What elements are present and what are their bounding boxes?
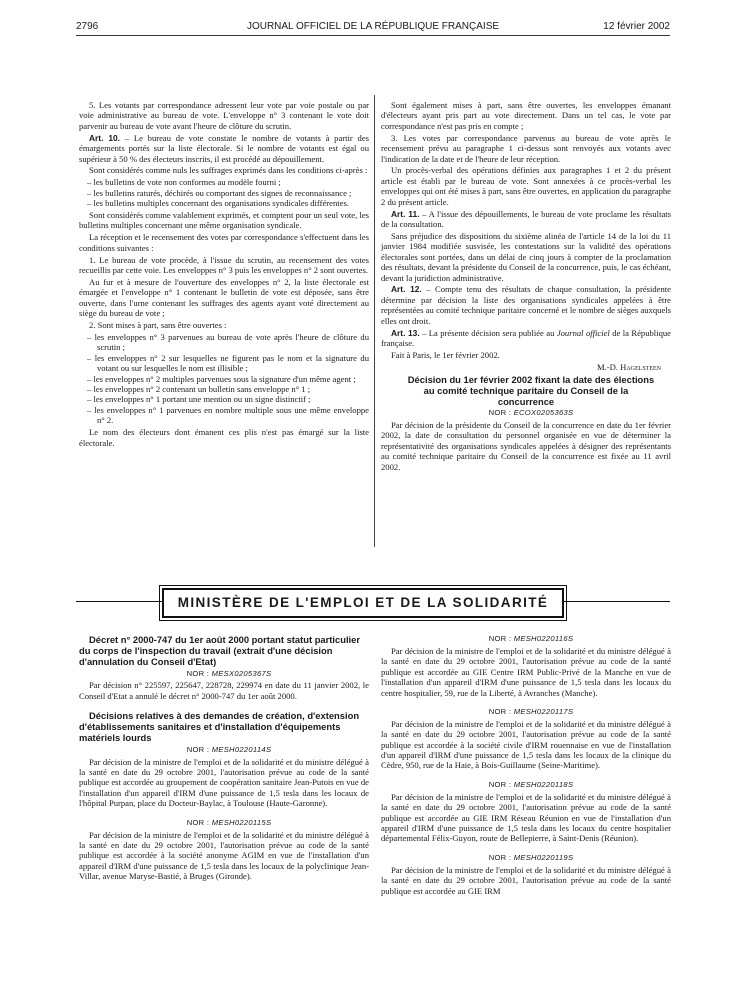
paragraph: Par décision de la ministre de l'emploi et de la solidarité et du ministre délégué à la santé en date du 29 octobre 2001, l'autorisation prévue au code de la santé publique est accordée au GIE Centre IRM Public-Privé de la Manche en vue de l'installation d'un appareil d'IRM d'une puissance de 1,5 tesla dans les locaux du centre hospitalier, 59, rue de la Liberté, à Avranches (Manche).	[381, 645, 671, 698]
paragraph: Au fur et à mesure de l'ouverture des enveloppes n° 2, la liste électorale est émargée et l'enveloppe n° 1 contenant le bulletin de vote est déposée, sans être ouverte, dans l'urne contenant les suffrages des agents ayant voté directement au siège du bureau de vote ;	[79, 277, 369, 319]
nor-code: ECOX0205363S	[513, 408, 574, 418]
list-nuls	[79, 177, 369, 208]
upper-right-column	[381, 100, 671, 550]
fait-a-paris: Fait à Paris, le 1er février 2002.	[391, 349, 500, 360]
paragraph: Le nom des électeurs dont émanent ces plis n'est pas émargé sur la liste électorale.	[79, 427, 369, 448]
lower-right-column	[381, 634, 671, 984]
list-item: – les bulletins multiples concernant des organisations syndicales différentes.	[87, 198, 349, 209]
nor-reference: NOR : MESH0220118S	[488, 779, 574, 789]
upper-left-column	[79, 100, 369, 550]
list-item: – les enveloppes n° 1 portant une mention ou un signe distinctif ;	[87, 394, 311, 405]
article-10	[79, 133, 369, 164]
article-13	[381, 328, 671, 349]
nor-reference: NOR : MESH0220114S	[186, 744, 272, 754]
journal-title: JOURNAL OFFICIEL DE LA RÉPUBLIQUE FRANÇAISE	[246, 21, 500, 32]
article-text: – A l'issue des dépouillements, le bureau de vote proclame les résultats de la consultation.	[381, 208, 671, 229]
decret-title: Décret n° 2000-747 du 1er août 2000 portant statut particulier du corps de l'inspection du travail (extrait d'une décision d'annulation du Conseil d'Etat)	[79, 634, 361, 667]
nor-code: MESX0205367S	[211, 668, 272, 678]
article-text: de la République française.	[381, 327, 671, 348]
list-mises-a-part	[79, 332, 369, 426]
paragraph: Sont considérés comme valablement exprimés, et comptent pour un seul vote, les bulletins multiples concernant une même organisation syndicale.	[79, 210, 369, 231]
paragraph: 1. Le bureau de vote procède, à l'issue du scrutin, au recensement des votes recueillis par cette voie. Les enveloppes n° 3 puis les enveloppes n° 2 sont ouvertes.	[79, 254, 369, 276]
paragraph: Par décision de la présidente du Conseil de la concurrence en date du 1er février 2002, la date de consultation du personnel organisée en vue de déterminer la représentativité des organisations syndicales appelées à désigner des représentants au comité technique paritaire du Conseil de la concurrence est fixée au 11 avril 2002.	[381, 420, 671, 472]
nor-reference: NOR : MESX0205367S	[186, 668, 272, 678]
paragraph: Sont également mises à part, sans être ouvertes, les enveloppes émanant d'électeurs ayant pris part au vote directement. Dans un tel cas, le vote par correspondance n'est pas pris en compte ;	[381, 100, 671, 131]
ministry-banner	[76, 585, 670, 619]
paragraph: 2. Sont mises à part, sans être ouvertes :	[89, 320, 227, 331]
list-item: – les bulletins raturés, déchirés ou comportant des signes de reconnaissance ;	[87, 187, 352, 198]
nor-code: MESH0220117S	[513, 706, 574, 716]
paragraph: 3. Les votes par correspondance parvenus au bureau de vote après le recensement prévu au paragraphe 1 ci-dessus sont renvoyés aux votants avec l'indication de la date et de l'heure de leur réception.	[381, 132, 671, 164]
lower-left-column	[79, 634, 369, 984]
nor-reference: NOR : MESH0220116S	[488, 634, 574, 643]
paragraph: La réception et le recensement des votes par correspondance s'effectuent dans les conditions suivantes :	[79, 232, 369, 253]
article-label: Art. 13.	[391, 327, 420, 338]
paragraph: Par décision de la ministre de l'emploi et de la solidarité et du ministre délégué à la santé en date du 29 octobre 2001, l'autorisation prévue au code de la santé publique est accordée au GIE IRM	[381, 864, 671, 896]
paragraph: Sont considérés comme nuls les suffrages exprimés dans les conditions ci-après :	[89, 165, 368, 176]
list-item: – les enveloppes n° 2 multiples parvenues sous la signature d'un même agent ;	[87, 373, 356, 384]
list-item: – les enveloppes n° 2 contenant un bulletin sans enveloppe n° 1 ;	[87, 384, 311, 395]
paragraph: Par décision de la ministre de l'emploi et de la solidarité et du ministre délégué à la santé en date du 29 octobre 2001, l'autorisation prévue au code de la santé publique est accordée à la société anonyme AGIM en vue de l'installation d'un appareil d'IRM d'une puissance de 1,5 tesla dans les locaux de la polyclinique Jean-Villar, avenue Maryse-Bastié, à Bruges (Gironde).	[79, 829, 369, 882]
ministry-title: MINISTÈRE DE L'EMPLOI ET DE LA SOLIDARITÉ	[162, 588, 564, 618]
paragraph: 5. Les votants par correspondance adressent leur vote par voie postale ou par voie administrative au bureau de vote. L'enveloppe n° 3 contenant le vote doit parvenir au bureau de vote avant l'heure de clôture du scrutin.	[79, 100, 369, 131]
article-label: Art. 12.	[391, 284, 422, 295]
decision-title: Décision du 1er février 2002 fixant la date des élections au comité technique paritaire du Conseil de la concurrence	[407, 373, 655, 407]
nor-code: MESH0220116S	[513, 634, 574, 643]
nor-reference: NOR : MESH0220115S	[186, 817, 272, 827]
paragraph: Par décision n° 225597, 225647, 228728, 229974 en date du 11 janvier 2002, le Conseil d'Etat a annulé le décret n° 2000-747 du 1er août 2000.	[79, 680, 369, 701]
article-text: – Le bureau de vote constate le nombre de votants à partir des émargements portés sur la liste électorale. Si le nombre de votants est égal ou supérieur à 50 % des électeurs inscrits, il est procédé au dépouillement.	[79, 132, 369, 164]
nor-reference: NOR : ECOX0205363S	[488, 408, 574, 418]
nor-reference: NOR : MESH0220119S	[488, 852, 574, 862]
article-text: – La présente décision sera publiée au	[419, 327, 557, 338]
column-divider	[374, 95, 375, 547]
signature: M.-D. Hagelsteen	[596, 361, 661, 372]
paragraph: Par décision de la ministre de l'emploi et de la solidarité et du ministre délégué à la santé en date du 29 octobre 2001, l'autorisation prévue au code de la santé publique est accordée au GIE IRM Réseau Réunion en vue de l'installation d'un appareil d'IRM d'une puissance de 1,5 tesla dans les locaux du centre hospitalier départemental Félix-Guyon, route de Bellepierre, à Saint-Denis (Réunion).	[381, 791, 671, 844]
nor-reference: NOR : MESH0220117S	[488, 706, 574, 716]
article-12	[381, 284, 671, 326]
paragraph: Par décision de la ministre de l'emploi et de la solidarité et du ministre délégué à la santé en date du 29 octobre 2001, l'autorisation prévue au code de la santé publique est accordée à la société civile d'IRM rouennaise en vue de l'installation d'un appareil d'IRM d'une puissance de 1,5 tesla dans les locaux de la clinique du Cèdre, 950, rue de la Haie, à Bois-Guillaume (Seine-Maritime).	[381, 718, 671, 771]
list-item: – les enveloppes n° 1 parvenues en nombre multiple sous une même enveloppe n° 2.	[87, 404, 369, 426]
nor-code: MESH0220115S	[211, 817, 272, 827]
list-item: – les enveloppes n° 3 parvenues au bureau de vote après l'heure de clôture du scrutin ;	[87, 332, 369, 353]
article-11	[381, 209, 671, 230]
page-number: 2796	[76, 21, 99, 32]
nor-code: MESH0220118S	[513, 779, 574, 789]
paragraph: Par décision de la ministre de l'emploi et de la solidarité et du ministre délégué à la santé en date du 29 octobre 2001, l'autorisation prévue au code de la santé publique est accordée au groupement de coopération sanitaire Jean-Putois en vue de l'installation d'un appareil d'IRM d'une puissance de 1,5 tesla dans les locaux de l'hôpital Purpan, place du Docteur-Baylac, à Toulouse (Haute-Garonne).	[79, 756, 369, 809]
paragraph: Sans préjudice des dispositions du sixième alinéa de l'article 14 de la loi du 11 janvier 1984 modifiée susvisée, les contestations sur la validité des opérations électorales sont portées, dans un délai de cinq jours à compter de la proclamation des résultats, devant la présidente du Conseil de la concurrence, puis, le cas échéant, devant la juridiction administrative.	[381, 230, 671, 283]
issue-date: 12 février 2002	[603, 21, 670, 32]
nor-code: MESH0220114S	[211, 744, 272, 754]
paragraph: Un procès-verbal des opérations définies aux paragraphes 1 et 2 du présent article est établi par le bureau de vote. Sont annexées à ce procès-verbal les enveloppes qui ont été mises à part, sans être ouvertes, en application du paragraphe 2 du présent article.	[381, 165, 671, 207]
article-label: Art. 11.	[391, 208, 420, 219]
article-text: – Compte tenu des résultats de chaque consultation, la présidente détermine par décision la liste des organisations syndicales appelées à être représentées au comité technique paritaire concerné et le nombre de sièges auxquels elles ont droit.	[381, 284, 671, 326]
decisions-title: Décisions relatives à des demandes de création, d'extension d'établissements sanitaires et d'installation d'équipements matériels lourds	[79, 710, 360, 744]
article-label: Art. 10.	[89, 132, 121, 143]
nor-code: MESH0220119S	[513, 852, 574, 862]
list-item: – les bulletins de vote non conformes au modèle fourni ;	[87, 177, 281, 188]
journal-officiel-italic: Journal officiel	[556, 327, 610, 338]
list-item: – les enveloppes n° 2 sur lesquelles ne figurent pas le nom et la signature du votant ou sur lesquelles le nom est illisible ;	[87, 352, 369, 374]
page-header	[76, 21, 670, 36]
